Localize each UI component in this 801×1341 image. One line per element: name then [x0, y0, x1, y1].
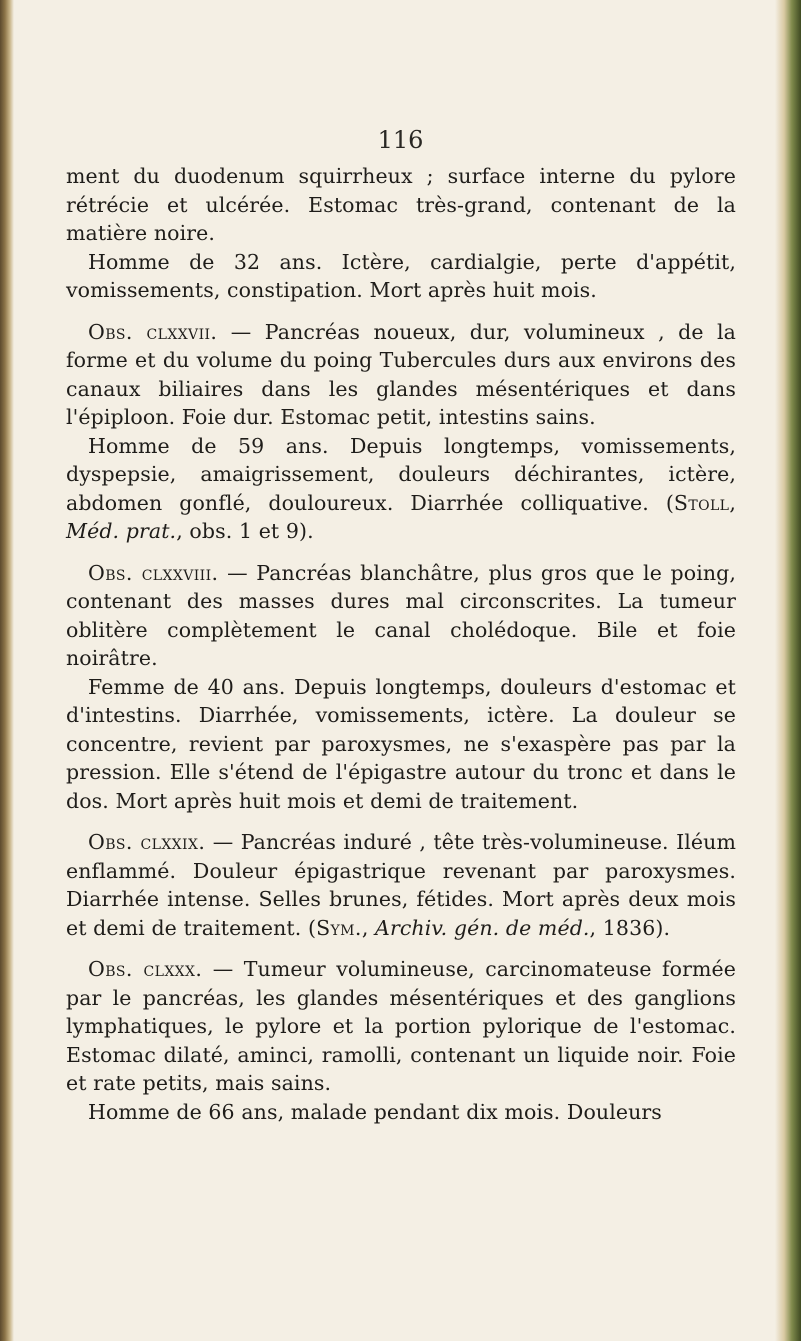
- paragraph-case-2: [66, 432, 736, 546]
- paragraph-case-1: Homme de 32 ans. Ictère, cardialgie, perte d'appétit, vomissements, constipation. Mort après huit mois.: [66, 249, 736, 302]
- citation-separator: ,: [729, 490, 736, 515]
- paragraph-case-3: Femme de 40 ans. Depuis longtemps, douleurs d'estomac et d'intestins. Diarrhée, vomissements, ictère. La douleur se concentre, revient par paroxysmes, ne s'exaspère pas par la pression. Elle s'étend de l'épigastre autour du tronc et dans le dos. Mort après huit mois et demi de traitement.: [66, 674, 736, 813]
- citation-author: Sym.: [316, 915, 362, 940]
- observation-text: — Pancréas induré , tête très-volumineuse. Iléum enflammé. Douleur épigastrique revenant par paroxysmes. Diarrhée intense. Selles brunes, fétides. Mort après deux mois et demi de traitement. (: [66, 830, 736, 940]
- case-text: Homme de 59 ans. Depuis longtemps, vomissements, dyspepsie, amaigrissement, douleurs déchirantes, ictère, abdomen gonflé, douloureux. Diarrhée colliquative. (: [66, 433, 736, 515]
- observation-179: [66, 828, 736, 942]
- observation-177: [66, 318, 736, 432]
- citation-journal: Méd. prat.: [66, 519, 177, 543]
- citation-separator: ,: [361, 915, 376, 940]
- observation-180: [66, 955, 736, 1098]
- citation-tail: , 1836).: [589, 915, 671, 940]
- observation-label: Obs. clxxviii.: [88, 560, 219, 585]
- observation-178: [66, 559, 736, 673]
- observation-label: Obs. clxxix.: [88, 830, 206, 854]
- citation-tail: , obs. 1 et 9).: [176, 519, 314, 543]
- observation-text: — Pancréas noueux, dur, volumineux , de la forme et du volume du poing Tubercules durs aux environs des canaux biliaires dans les glandes mésentériques et dans l'épiploon. Foie dur. Estomac petit, intestins sains.: [66, 319, 736, 429]
- observation-text: — Pancréas blanchâtre, plus gros que le poing, contenant des masses dures mal circonscrites. La tumeur oblitère complètement le canal cholédoque. Bile et foie noirâtre.: [66, 560, 736, 670]
- citation-author: Stoll: [673, 490, 730, 515]
- page-binding-edge-right: [775, 0, 801, 1341]
- citation-journal: Archiv. gén. de méd.: [375, 915, 590, 940]
- page-binding-edge-left: [0, 0, 14, 1341]
- body-text: [66, 162, 736, 1126]
- page-number: 116: [377, 126, 424, 154]
- observation-label: Obs. clxxx.: [88, 957, 203, 981]
- observation-text: — Tumeur volumineuse, carcinomateuse formée par le pancréas, les glandes mésentériques et des ganglions lymphatiques, le pylore et la portion pylorique de l'estomac. Estomac dilaté, aminci, ramolli, contenant un liquide noir. Foie et rate petits, mais sains.: [66, 957, 737, 1095]
- paragraph-case-4: Homme de 66 ans, malade pendant dix mois. Douleurs: [88, 1099, 662, 1124]
- observation-label: Obs. clxxvii.: [88, 319, 218, 344]
- paragraph-continuation: ment du duodenum squirrheux ; surface interne du pylore rétrécie et ulcérée. Estomac très-grand, contenant de la matière noire.: [66, 164, 736, 245]
